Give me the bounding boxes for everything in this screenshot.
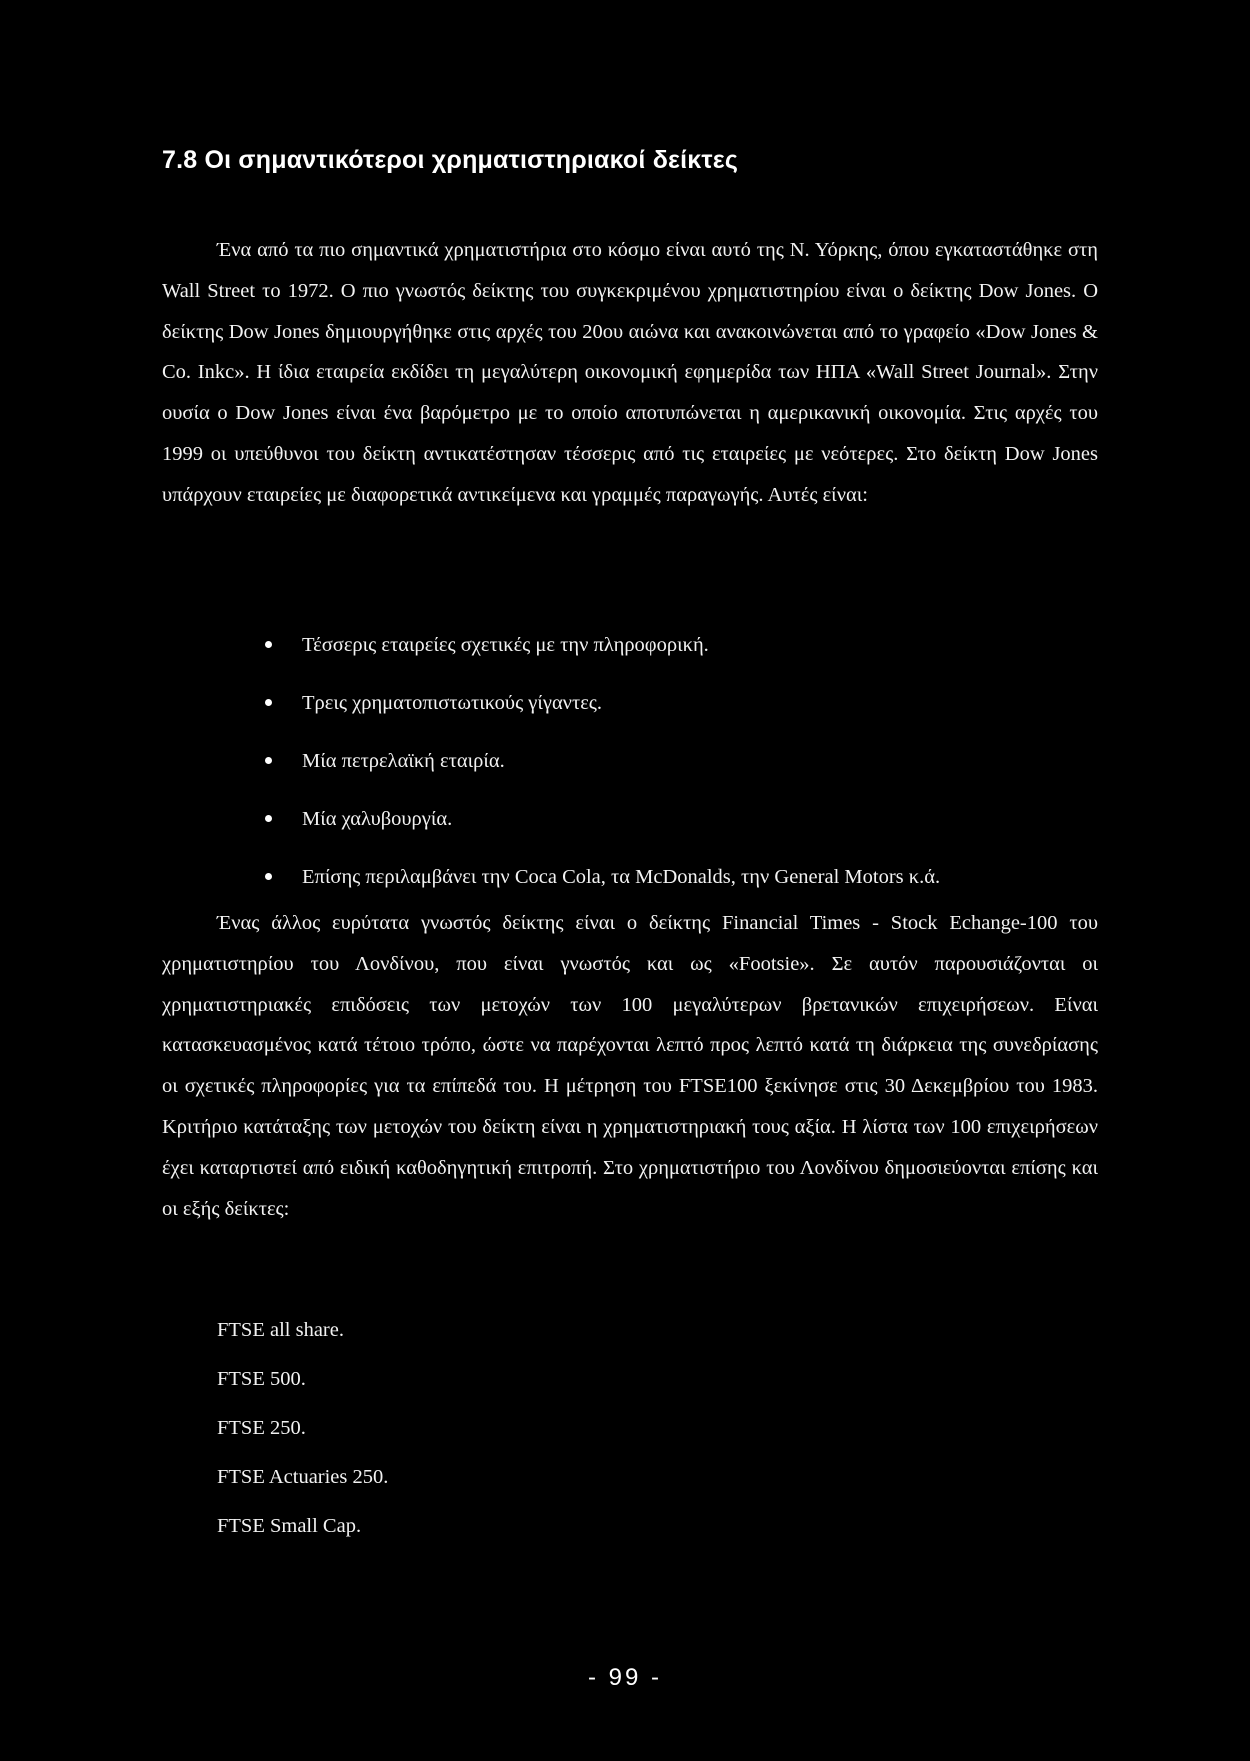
index-item: FTSE Actuaries 250. bbox=[217, 1466, 389, 1488]
bullet-item bbox=[162, 848, 940, 906]
bullet-text: Επίσης περιλαμβάνει την Coca Cola, τα McDonalds, την General Motors κ.ά. bbox=[302, 866, 941, 888]
index-item: FTSE 250. bbox=[217, 1417, 306, 1439]
bullet-dot-icon bbox=[265, 757, 272, 764]
ftse-index-list bbox=[217, 1306, 388, 1551]
section-heading: 7.8 Οι σημαντικότεροι χρηματιστηριακοί δείκτες bbox=[162, 146, 739, 174]
bullet-text: Μία πετρελαϊκή εταιρία. bbox=[302, 750, 505, 772]
bullet-item bbox=[162, 674, 940, 732]
paragraph-dow-jones: Ένα από τα πιο σημαντικά χρηματιστήρια στο κόσμο είναι αυτό της Ν. Υόρκης, όπου εγκαταστάθηκε στη Wall Street το 1972. Ο πιο γνωστός δείκτης του συγκεκριμένου χρηματιστηρίου είναι ο δείκτης Dow Jones. Ο δείκτης Dow Jones δημιουργήθηκε στις αρχές του 20ου αιώνα και ανακοινώνεται από το γραφείο «Dow Jones & Co. Inkc». Η ίδια εταιρεία εκδίδει τη μεγαλύτερη οικονομική εφημερίδα των ΗΠΑ «Wall Street Journal». Στην ουσία ο Dow Jones είναι ένα βαρόμετρο με το οποίο αποτυπώνεται η αμερικανική οικονομία. Στις αρχές του 1999 οι υπεύθυνοι του δείκτη αντικατέστησαν τέσσερις από τις εταιρείες με νεότερες. Στο δείκτη Dow Jones υπάρχουν εταιρείες με διαφορετικά αντικείμενα και γραμμές παραγωγής. Αυτές είναι: bbox=[162, 239, 1098, 506]
bullet-text: Τέσσερις εταιρείες σχετικές με την πληροφορική. bbox=[302, 634, 709, 656]
dow-jones-sector-list bbox=[162, 616, 940, 906]
bullet-dot-icon bbox=[265, 815, 272, 822]
index-item: FTSE Small Cap. bbox=[217, 1515, 362, 1537]
page-number: - 99 - bbox=[587, 1664, 662, 1691]
paragraph-ftse: Ένας άλλος ευρύτατα γνωστός δείκτης είναι ο δείκτης Financial Times - Stock Echange-100 του χρηματιστηρίου του Λονδίνου, που είναι γνωστός και ως «Footsie». Σε αυτόν παρουσιάζονται οι χρηματιστηριακές επιδόσεις των μετοχών των 100 μεγαλύτερων βρετανικών επιχειρήσεων. Είναι κατασκευασμένος κατά τέτοιο τρόπο, ώστε να παρέχονται λεπτό προς λεπτό κατά τη διάρκεια της συνεδρίασης οι σχετικές πληροφορίες για τα επίπεδά του. Η μέτρηση του FTSE100 ξεκίνησε στις 30 Δεκεμβρίου του 1983. Κριτήριο κατάταξης των μετοχών του δείκτη είναι η χρηματιστηριακή τους αξία. Η λίστα των 100 επιχειρήσεων έχει καταρτιστεί από ειδική καθοδηγητική επιτροπή. Στο χρηματιστήριο του Λονδίνου δημοσιεύονται επίσης και οι εξής δείκτες: bbox=[162, 912, 1098, 1220]
bullet-dot-icon bbox=[265, 641, 272, 648]
bullet-dot-icon bbox=[265, 699, 272, 706]
bullet-item bbox=[162, 732, 940, 790]
bullet-item bbox=[162, 616, 940, 674]
index-item: FTSE all share. bbox=[217, 1319, 344, 1341]
bullet-item bbox=[162, 790, 940, 848]
bullet-text: Τρεις χρηματοπιστωτικούς γίγαντες. bbox=[302, 692, 603, 714]
bullet-text: Μία χαλυβουργία. bbox=[302, 808, 453, 830]
index-item: FTSE 500. bbox=[217, 1368, 306, 1390]
bullet-dot-icon bbox=[265, 873, 272, 880]
